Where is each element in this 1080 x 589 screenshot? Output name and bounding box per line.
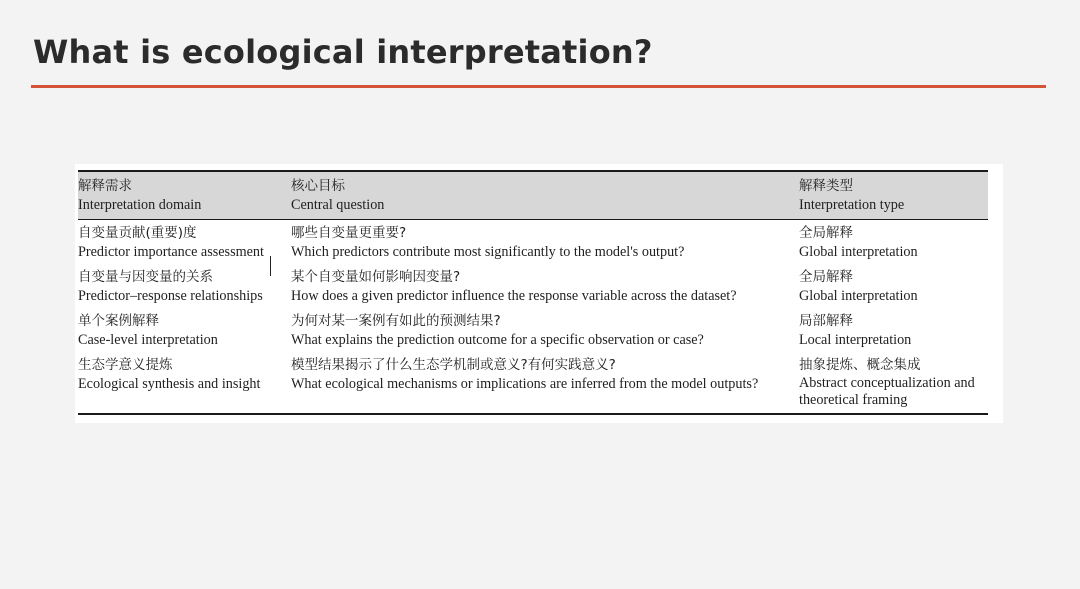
cell-question — [291, 264, 799, 308]
header-type-en: Interpretation type — [799, 197, 905, 213]
domain-zh: 生态学意义提炼 — [78, 357, 173, 373]
question-zh: 哪些自变量更重要? — [291, 225, 407, 241]
cell-type — [799, 264, 988, 308]
question-en: How does a given predictor influence the response variable across the dataset? — [291, 288, 737, 304]
cell-type — [799, 220, 988, 265]
type-en: Abstract conceptualization and theoretical framing — [799, 375, 975, 408]
cell-domain — [78, 308, 291, 352]
question-en: Which predictors contribute most significantly to the model's output? — [291, 244, 685, 260]
table-row — [78, 352, 988, 414]
header-type-zh: 解释类型 — [799, 178, 853, 194]
interpretation-table — [78, 170, 988, 415]
type-zh: 局部解释 — [799, 313, 853, 329]
domain-en: Predictor–response relationships — [78, 288, 263, 304]
table-row — [78, 308, 988, 352]
header-type — [799, 171, 988, 220]
type-zh: 抽象提炼、概念集成 — [799, 357, 921, 373]
header-question-zh: 核心目标 — [291, 178, 345, 194]
type-en: Global interpretation — [799, 244, 918, 260]
cell-question — [291, 352, 799, 414]
cell-question — [291, 308, 799, 352]
cell-question — [291, 220, 799, 265]
domain-en: Predictor importance assessment — [78, 244, 264, 260]
header-domain-en: Interpretation domain — [78, 197, 202, 213]
header-domain-zh: 解释需求 — [78, 178, 132, 194]
cell-type — [799, 308, 988, 352]
table-row — [78, 264, 988, 308]
table-image-panel — [75, 164, 1003, 423]
type-en: Global interpretation — [799, 288, 918, 304]
question-zh: 模型结果揭示了什么生态学机制或意义?有何实践意义? — [291, 357, 616, 373]
cell-domain — [78, 352, 291, 414]
domain-en: Ecological synthesis and insight — [78, 376, 261, 392]
text-cursor — [270, 256, 271, 276]
type-zh: 全局解释 — [799, 269, 853, 285]
question-en: What explains the prediction outcome for a specific observation or case? — [291, 332, 704, 348]
question-zh: 为何对某一案例有如此的预测结果? — [291, 313, 501, 329]
type-zh: 全局解释 — [799, 225, 853, 241]
domain-zh: 单个案例解释 — [78, 313, 159, 329]
table-header-row — [78, 171, 988, 220]
type-en: Local interpretation — [799, 332, 912, 348]
cell-domain — [78, 220, 291, 265]
slide-title: What is ecological interpretation? — [33, 33, 653, 71]
header-question — [291, 171, 799, 220]
domain-zh: 自变量贡献(重要)度 — [78, 225, 197, 241]
header-question-en: Central question — [291, 197, 385, 213]
question-en: What ecological mechanisms or implications are inferred from the model outputs? — [291, 376, 759, 392]
domain-zh: 自变量与因变量的关系 — [78, 269, 213, 285]
title-underline — [31, 85, 1046, 88]
domain-en: Case-level interpretation — [78, 332, 218, 348]
header-domain — [78, 171, 291, 220]
table-row — [78, 220, 988, 265]
question-zh: 某个自变量如何影响因变量? — [291, 269, 461, 285]
cell-domain — [78, 264, 291, 308]
cell-type — [799, 352, 988, 414]
